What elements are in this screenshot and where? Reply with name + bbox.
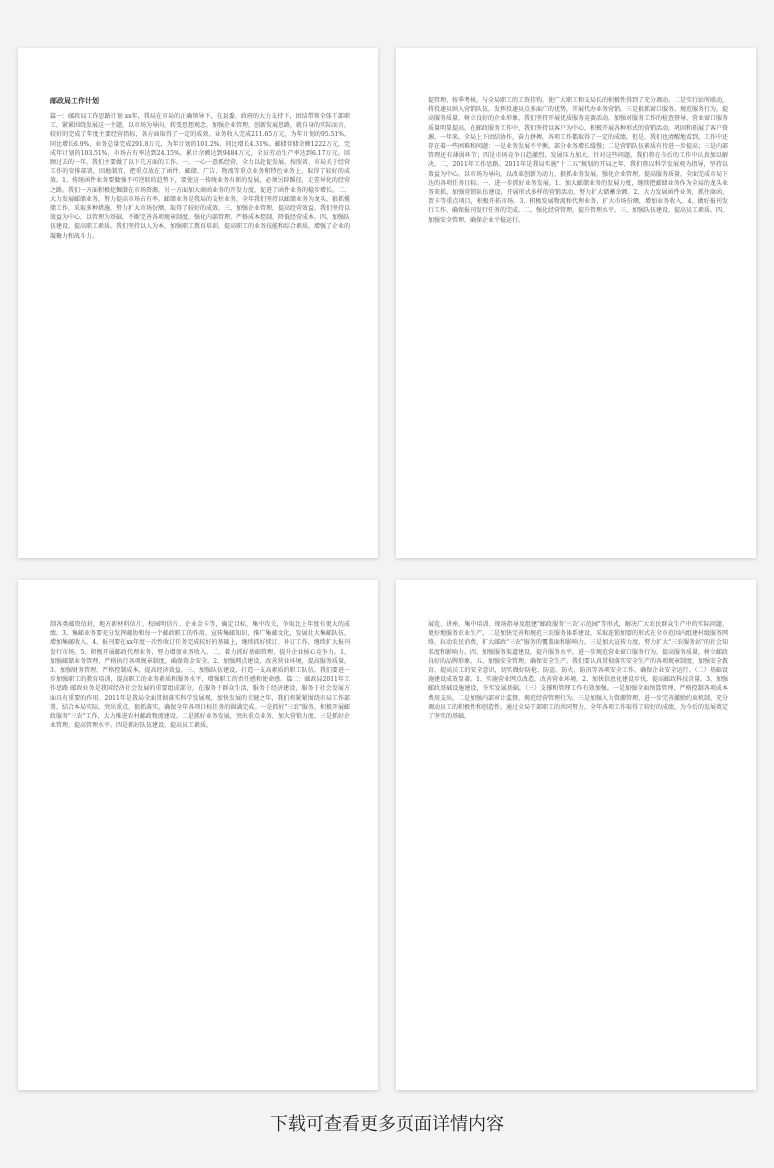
download-more-link[interactable]: 下载可查看更多页面详情内容 <box>270 1114 504 1135</box>
document-page-4 <box>396 580 756 1090</box>
document-page-3 <box>18 580 378 1090</box>
page-body-text: 篇一：邮政局工作思路计划 xx年，我局在市局的正确领导下，在县委、政府的大力支持下，团结带领全体干部职工，紧紧围绕发展这一主题，以市场为导向，转变思想观念，加强企业管理，创新发展思路，就自身的实际而言，较好的完成了年度主要经营指标，各方面取得了一定的成效。业务收入完成211.65万元，为年计划的95.51%，同比增长6.9%，业务总量完成291.8万元，为年计划的101.2%，同比增长4.31%。邮储存储余额1222万元，完成年计划的103.51%，市场占有率达到24.15%，累计余额达到9484万元，全员劳动生产率达到6.17万元。回顾过去的一年，我们主要做了以下几方面的工作。一、一心一意抓经营，全力以赴促发展。按照省、市局关于经营工作的安排部署，因地制宜，把重点放在了函件、邮储、广告、物流等重点业务和特色业务上，取得了较好的成效。1、传统函件业务要做强不可逆转的趋势下，要使这一传统业务有新的发展，必须另辟蹊径，走差异化的经营之路。我们一方面积极挖掘潜在市场资源，另一方面加大商函业务的开发力度，促进了函件业务的稳步增长。二、大力发展邮储业务，努力提高市场占有率。邮储业务是我局的支柱业务，全年我们坚持以邮储业务为龙头，狠抓揽储工作，采取多种措施，努力扩大市场份额，取得了较好的成效。三、加强企业管理，提高经营效益。我们坚持以效益为中心，以管理为基础，不断完善各项规章制度，强化内部管理，严格成本控制，降低经营成本。四、加强队伍建设，提高职工素质。我们坚持以人为本，加强职工教育培训，提高职工的业务技能和综合素质，增强了企业的凝聚力和战斗力。 <box>50 113 351 240</box>
document-page-2 <box>396 48 756 558</box>
document-title: 邮政局工作计划 <box>50 96 99 105</box>
page-body-text: 展览、讲座、集中培训、现场指导及组建"邮政服务'三农'示范园"等形式，解决广大农民群众生产中的实际问题，更好地服务农业生产。二是加快完善和规范三农服务体系建设，采取连锁加盟的形式在全市范围内组建村级服务网络，拉动农民消费，扩大邮政"三农"服务的覆盖面和影响力。三是加大宣传力度，努力扩大"三农服务站"的社会知名度和影响力。四、加强服务渠道建设，提升服务水平，进一步规范营业窗口服务行为，提高服务质量，树立邮政良好的品牌形象。五、加强安全管理，确保安全生产。我们要认真贯彻落实安全生产的各项规章制度，加强安全教育，提高员工的安全意识，切实做好防抢、防盗、防火、防汛等各项安全工作，确保企业安全运行。（二）基础设施建设成效显著。1、实施营业网点改造，改善营业环境。2、加快信息化建设步伐，提高邮政科技含量。3、加强邮政基础设施建设，夯实发展基础。（三）支撑和管理工作有效加强。一是加强全面预算管理，严格控制各项成本费用支出。二是加强内部审计监督，规范经营管理行为。三是加强人力资源管理，进一步完善激励约束机制，充分调动员工的积极性和创造性。通过全局干部职工的共同努力，全年各项工作取得了较好的成绩，为今后的发展奠定了坚实的基础。 <box>428 621 729 721</box>
page-body-text: 制各类邮资信封，地方新材料信片、校园明信片、企业金卡等，确定目标，集中攻关，争取比上年度有更大的成绩。3、集邮业务要充分发挥邮协和每一个邮政职工的作用，宣传集邮知识，推广集邮文化，发展壮大集邮队伍，增加集邮收入。4、报刊要在xx年度一次性收订任务完成较好的基础上，继续抓好续订、补订工作，继续扩大报刊发行市场。5、积极开展邮政代理业务，努力增加业务收入。二、着力抓好基础管理，提升企业核心竞争力。1、加强邮储业务管理，严格执行各项规章制度，确保资金安全。2、加强网点建设，改善营业环境，提高服务质量。3、加强财务管理，严格控制成本，提高经济效益。三、加强队伍建设，打造一支高素质的职工队伍。我们要进一步加强职工的教育培训，提高职工的业务素质和服务水平，增强职工的责任感和使命感。篇二：邮政局2011年工作思路 邮政业务是我国经济社会发展的重要组成部分，在服务于群众生活，服务于经济建设，服务于社会发展方面具有重要的作用。2011年是我局全面贯彻落实科学发展观，加快发展的关键之年，我们将紧紧围绕市局工作部署，结合本局实际，突出重点，狠抓落实，确保全年各项目标任务的圆满完成。一是抓好"三农"服务，积极开展邮政服务"三农"工作，大力推进农村邮政物流建设。二是抓好业务发展，突出重点业务，加大营销力度。三是抓好企业管理，提高管理水平。四是抓好队伍建设，提高员工素质。 <box>50 621 350 730</box>
page-body-text: 提管理，按季考核，与全局职工的工资挂钩，使广大职工和支局长的积极性得到了充分调动。二是实行站所联动，将投递员纳入营销队伍，发挥投递员点多面广的优势，开展代办业务营销。三是狠抓窗口服务，规范服务行为，提高服务质量，树立良好的企业形象。我们坚持开展优质服务竞赛活动，加强对服务工作的检查督导，营业窗口服务质量明显提高。在邮政服务工作中，我们坚持以客户为中心，积极开展各种形式的营销活动，巩固和拓展了客户资源。一年来，全局上下团结协作，奋力拼搏，各项工作都取得了一定的成绩。但是，我们也清醒地看到，工作中还存在着一些困难和问题：一是业务发展不平衡，部分业务增长缓慢；二是营销队伍素质有待进一步提高；三是内部管理还有薄弱环节；四是市场竞争日趋激烈，发展压力加大。针对这些问题，我们将在今后的工作中认真加以解决。二、2011年工作思路。2011年是我局实施"十二五"规划的开局之年，我们将以科学发展观为指导，坚持以效益为中心，以市场为导向，以改革创新为动力，狠抓业务发展，强化企业管理，提高服务质量，全面完成市局下达的各项任务目标。一、进一步抓好业务发展。1、加大邮储业务的发展力度，继续把邮储业务作为全局的龙头业务来抓，加强营销队伍建设，开展形式多样的营销活动，努力扩大储蓄余额。2、大力发展函件业务，抓住商函、贺卡等重点项目，积极开拓市场。3、积极发展物流和代理业务，扩大市场份额，增加业务收入。4、做好报刊发行工作，确保报刊发行任务的完成。二、强化经营管理，提升管理水平。三、加强队伍建设，提高员工素质。四、加强安全管理，确保企业平稳运行。 <box>428 97 729 224</box>
document-page-1 <box>18 48 378 558</box>
